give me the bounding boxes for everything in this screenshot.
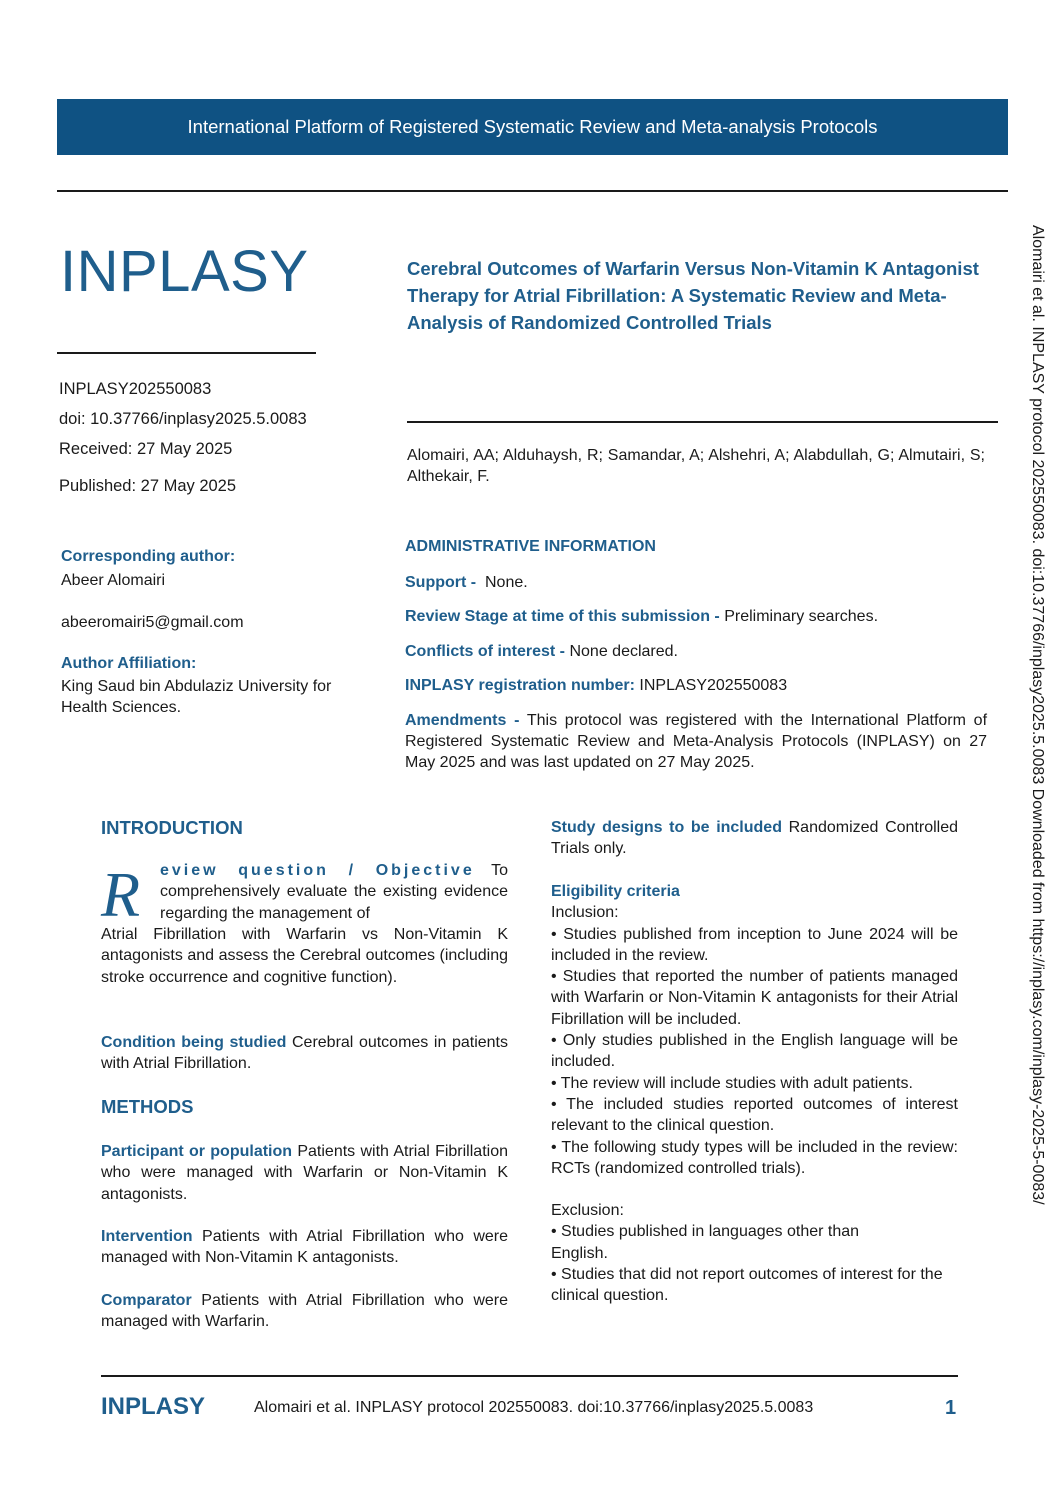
study-designs-label: Study designs to be included — [551, 819, 782, 836]
review-stage-line — [405, 606, 987, 627]
affiliation-text: King Saud bin Abdulaziz University for Health Sciences. — [61, 678, 332, 716]
exclusion-item: • Studies that did not report outcomes of interest for the clinical question. — [551, 1266, 943, 1305]
footer-brand: INPLASY — [101, 1393, 206, 1420]
title-divider — [407, 421, 998, 423]
amendments-paragraph — [405, 710, 987, 773]
comparator-label: Comparator — [101, 1292, 192, 1309]
inclusion-item: • The included studies reported outcomes of interest relevant to the clinical question. — [551, 1095, 958, 1135]
amendments-label: Amendments - — [405, 712, 520, 729]
published-date: Published: 27 May 2025 — [59, 477, 237, 495]
support-line — [405, 572, 987, 593]
review-question-intro — [160, 860, 508, 924]
author-list: Alomairi, AA; Alduhaysh, R; Samandar, A; Alshehri, A; Alabdullah, G; Almutairi, S; Althekair, F. — [407, 447, 985, 485]
study-designs-paragraph — [551, 817, 958, 860]
inclusion-item: • Only studies published in the English language will be included. — [551, 1032, 958, 1071]
side-citation — [1028, 225, 1056, 1350]
intervention-label: Intervention — [101, 1228, 193, 1245]
review-question-label: eview question / Objective — [160, 862, 475, 879]
brand-divider — [57, 352, 316, 354]
support-label: Support - — [405, 574, 477, 591]
inclusion-item: • Studies published from inception to June 2024 will be included in the review. — [551, 925, 958, 964]
corresponding-author-label: Corresponding author: — [61, 548, 236, 565]
condition-label: Condition being studied — [101, 1034, 287, 1051]
participant-label: Participant or population — [101, 1143, 293, 1160]
registration-number-value: INPLASY202550083 — [639, 677, 788, 694]
review-question-first: To comprehensively evaluate the existing evidence regarding the management of — [160, 862, 508, 922]
page-number: 1 — [945, 1397, 957, 1419]
amendments-value: This protocol was registered with the International Platform of Registered Systematic Review and Meta-Analysis Protocols (INPLASY) on 27 May 2025 and was last updated on 27 May 2025. — [405, 712, 988, 771]
corresponding-author-name: Abeer Alomairi — [61, 572, 166, 589]
inclusion-item: • The review will include studies with adult patients. — [551, 1074, 913, 1092]
protocol-id: INPLASY202550083 — [59, 380, 212, 398]
footer-citation: Alomairi et al. INPLASY protocol 202550083. doi:10.37766/inplasy2025.5.0083 — [254, 1399, 814, 1416]
inclusion-item: • Studies that reported the number of patients managed with Warfarin or Non-Vitamin K antagonists for their Atrial Fibrillation will be included. — [551, 968, 958, 1028]
inclusion-label: Inclusion: — [551, 904, 619, 922]
review-question-rest: Atrial Fibrillation with Warfarin vs Non-Vitamin K antagonists and assess the Cerebral outcomes (including stroke occurrence and cognitive function). — [101, 926, 508, 986]
review-stage-value: Preliminary searches. — [724, 608, 879, 625]
footer-divider — [101, 1375, 958, 1377]
intervention-paragraph — [101, 1226, 508, 1269]
participant-paragraph — [101, 1141, 508, 1205]
eligibility-label: Eligibility criteria — [551, 883, 680, 900]
registration-number-label: INPLASY registration number: — [405, 677, 635, 694]
review-stage-label: Review Stage at time of this submission - — [405, 608, 720, 625]
exclusion-item: • Studies published in languages other than English. — [551, 1223, 860, 1262]
header-divider — [57, 190, 1008, 192]
inclusion-item: • The following study types will be included in the review: RCTs (randomized controlled trials). — [551, 1138, 958, 1177]
side-citation-text[interactable]: Alomairi et al. INPLASY protocol 202550083. doi:10.37766/inplasy2025.5.0083 Downloaded from https://inplasy.com/inplasy-2025-5-0083/ — [1029, 225, 1046, 1205]
conflicts-label: Conflicts of interest - — [405, 643, 566, 660]
header-banner: International Platform of Registered Systematic Review and Meta-analysis Protocols — [57, 99, 1008, 155]
conflicts-line — [405, 641, 987, 662]
intervention-value: Patients with Atrial Fibrillation who were managed with Non-Vitamin K antagonists. — [101, 1228, 508, 1267]
comparator-paragraph — [101, 1290, 508, 1333]
methods-heading: METHODS — [101, 1096, 194, 1117]
admin-heading: ADMINISTRATIVE INFORMATION — [405, 538, 656, 555]
protocol-doi: doi: 10.37766/inplasy2025.5.0083 — [59, 410, 307, 428]
participant-value: Patients with Atrial Fibrillation who were managed with Warfarin or Non-Vitamin K antagonists. — [101, 1143, 508, 1203]
received-date: Received: 27 May 2025 — [59, 440, 233, 458]
registration-number-line — [405, 675, 987, 696]
brand-logo: INPLASY — [60, 239, 309, 304]
paper-title: Cerebral Outcomes of Warfarin Versus Non-Vitamin K Antagonist Therapy for Atrial Fibrillation: A Systematic Review and Meta- Analysis of Randomized Controlled Trials — [407, 258, 979, 333]
support-value: None. — [484, 574, 528, 591]
exclusion-label: Exclusion: — [551, 1202, 624, 1220]
condition-value: Cerebral outcomes in patients with Atrial Fibrillation. — [101, 1034, 508, 1073]
condition-paragraph — [101, 1032, 508, 1075]
eligibility-section — [551, 881, 958, 1307]
introduction-heading: INTRODUCTION — [101, 817, 243, 838]
study-designs-value: Randomized Controlled Trials only. — [551, 819, 959, 858]
comparator-value: Patients with Atrial Fibrillation who were managed with Warfarin. — [101, 1292, 508, 1331]
affiliation-label: Author Affiliation: — [61, 655, 197, 672]
corresponding-author-email[interactable]: abeeromairi5@gmail.com — [61, 614, 244, 631]
list-spacer — [551, 1179, 958, 1200]
conflicts-value: None declared. — [569, 643, 678, 660]
drop-cap: R — [101, 859, 141, 930]
